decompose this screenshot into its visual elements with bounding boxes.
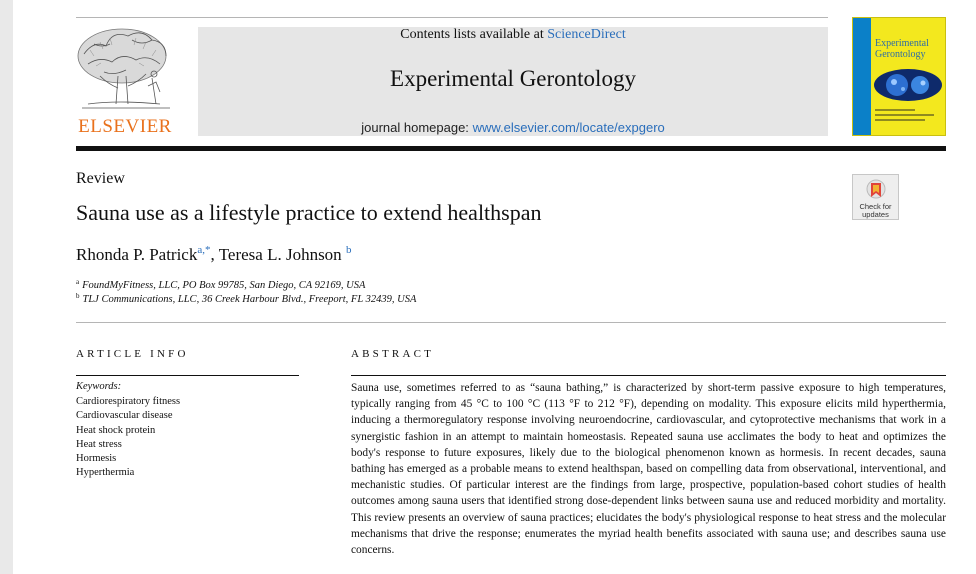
cover-art-icon — [873, 66, 943, 104]
cover-fine-print — [875, 109, 941, 124]
keyword-item: Hyperthermia — [76, 467, 135, 479]
keyword-item: Heat shock protein — [76, 424, 156, 436]
homepage-prefix: journal homepage: — [361, 120, 469, 135]
abstract-rule — [351, 375, 946, 376]
header-divider — [76, 146, 946, 151]
affiliation-text: TLJ Communications, LLC, 36 Creek Harbour Blvd., Freeport, FL 32439, USA — [82, 294, 417, 305]
author-name[interactable]: Teresa L. Johnson — [218, 245, 342, 264]
tree-emblem-icon — [74, 26, 176, 114]
author-affiliation-mark[interactable]: b — [345, 244, 352, 256]
article-info-rule — [76, 375, 299, 376]
homepage-link[interactable]: www.elsevier.com/locate/expgero — [472, 120, 665, 135]
keyword-item: Heat stress — [76, 438, 122, 450]
contents-line — [198, 27, 828, 43]
author-name[interactable]: Rhonda P. Patrick — [76, 245, 198, 264]
author-separator: , — [210, 245, 219, 264]
keywords-list — [76, 395, 180, 481]
page-margin-strip — [0, 0, 13, 574]
journal-cover-thumbnail[interactable] — [852, 17, 946, 136]
elsevier-logo — [74, 26, 176, 138]
keyword-item: Hormesis — [76, 453, 117, 465]
affiliation-item — [76, 279, 416, 293]
article-title: Sauna use as a lifestyle practice to extend healthspan — [76, 200, 542, 225]
keyword-item: Cardiovascular disease — [76, 410, 173, 422]
article-type: Review — [76, 170, 125, 187]
keywords-label: Keywords: — [76, 381, 122, 392]
affiliation-mark: a — [76, 278, 80, 286]
journal-title: Experimental Gerontology — [390, 66, 636, 91]
affiliation-text: FoundMyFitness, LLC, PO Box 99785, San Diego, CA 92169, USA — [82, 280, 366, 291]
publisher-name: ELSEVIER — [78, 116, 172, 137]
contents-prefix: Contents lists available at — [400, 27, 544, 42]
cover-title: Experimental Gerontology — [875, 38, 929, 60]
homepage-line — [198, 120, 828, 136]
author-list — [76, 245, 351, 265]
bookmark-ribbon-icon — [865, 179, 887, 201]
cover-band — [853, 18, 871, 136]
sciencedirect-link[interactable]: ScienceDirect — [547, 27, 626, 42]
top-rule — [76, 17, 828, 18]
affiliation-item — [76, 293, 416, 307]
abstract-text: Sauna use, sometimes referred to as “sauna bathing,” is characterized by short-term passive exposure to high temperatures, typically ranging from 45 °C to 100 °C (113 °F to 212 °F), depending on modality. This exposure elicits mild hyperthermia, inducing a thermoregulatory response involving neuroendocrine, cardiovascular, and cytoprotective mechanisms that work in a synergistic fashion in an attempt to maintain homeostasis. Repeated sauna use acclimates the body to heat and optimizes the body's response to future exposures, likely due to the biological phenomenon known as hormesis. In recent decades, sauna bathing has emerged as a probable means to extend healthspan, based on compelling data from observational, interventional, and mechanistic studies. Of particular interest are the findings from large, prospective, population-based cohort studies of health outcomes among sauna users that identified strong dose-dependent links between sauna use and reduced morbidity and mortality. This review presents an overview of sauna practices; elucidates the body's physiological response to heat stress and the molecular mechanisms that drive the response; enumerates the myriad health benefits associated with sauna use; and describes sauna use concerns. — [351, 382, 946, 557]
abstract-heading: ABSTRACT — [351, 348, 435, 360]
author-affiliation-mark[interactable]: a,* — [197, 244, 211, 256]
section-divider — [76, 322, 946, 323]
article-info-heading: ARTICLE INFO — [76, 348, 189, 360]
affiliation-mark: b — [76, 292, 80, 300]
affiliations — [76, 279, 416, 307]
check-for-updates-button[interactable] — [852, 174, 899, 220]
keyword-item: Cardiorespiratory fitness — [76, 396, 181, 407]
check-for-updates-label: Check for updates — [859, 202, 892, 219]
journal-header — [198, 27, 828, 136]
